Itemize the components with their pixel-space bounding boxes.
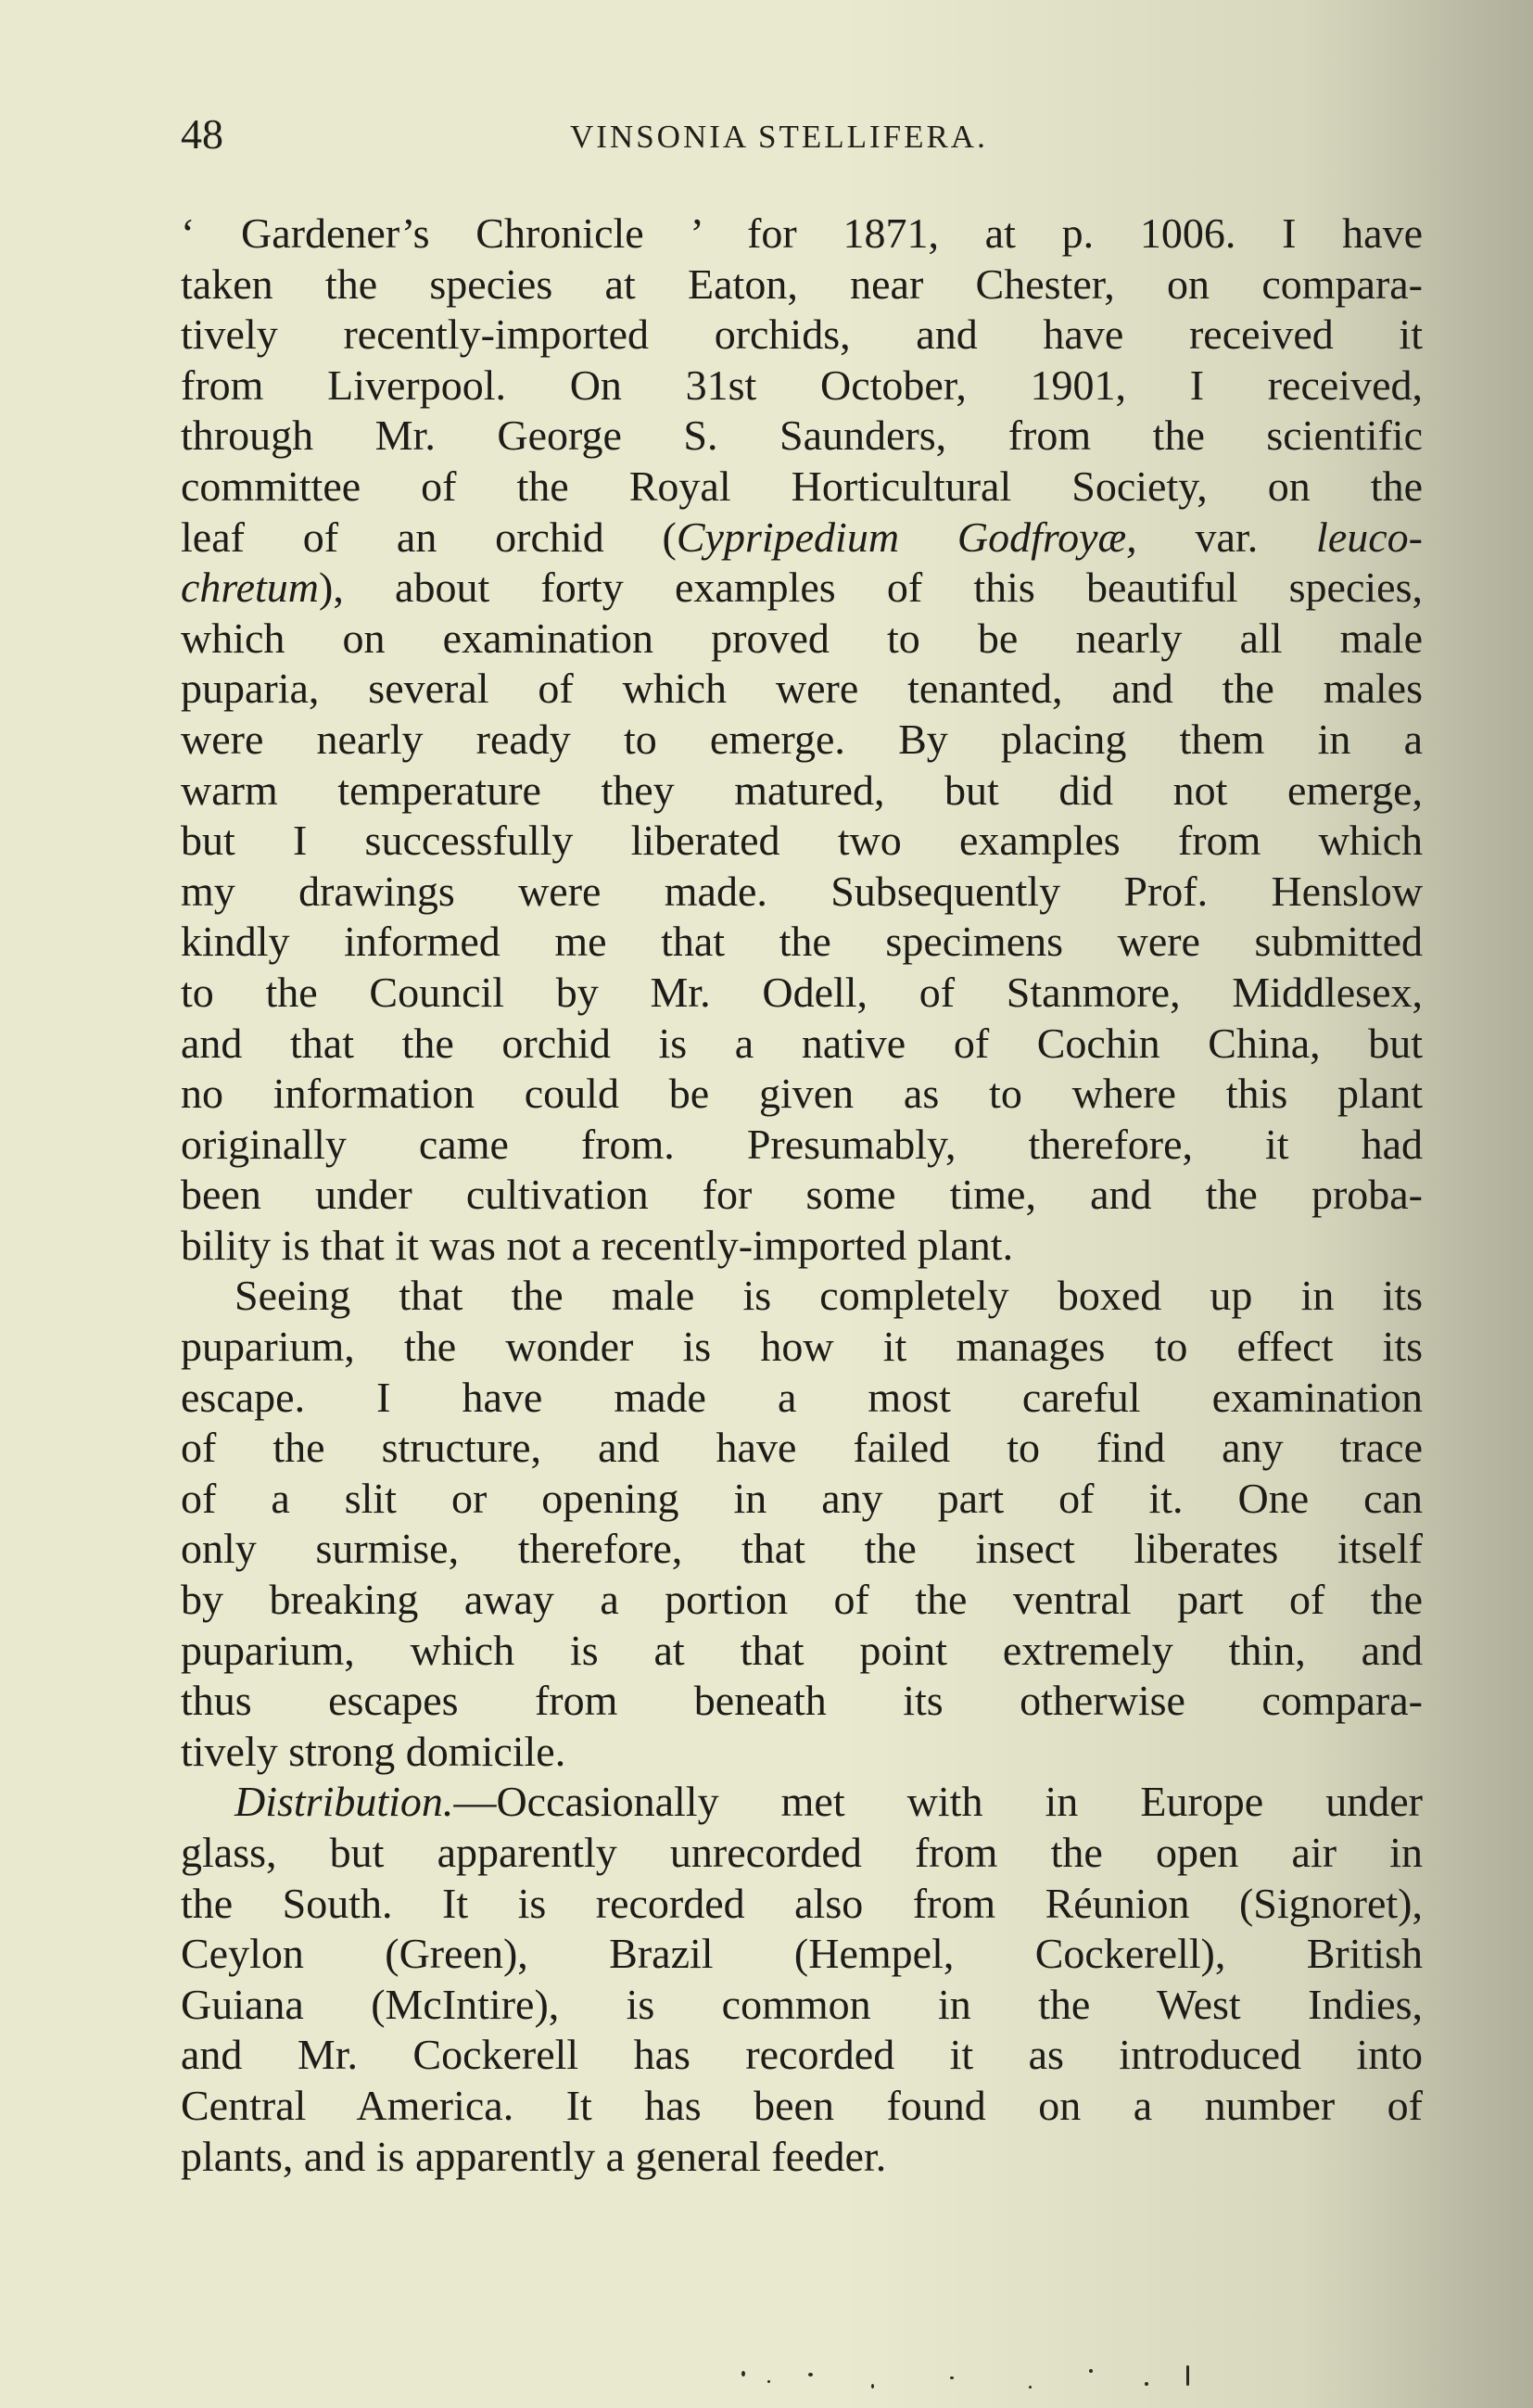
- text-line: [181, 1879, 1423, 1930]
- paragraph: [181, 209, 1423, 1271]
- text-segment: puparium, which is at that point extremely thin, and: [181, 1626, 1423, 1674]
- ink-speck: [741, 2371, 745, 2376]
- text-segment: warm temperature they matured, but did not emerge,: [181, 766, 1423, 814]
- ink-speck: [808, 2373, 813, 2376]
- text-line: [181, 614, 1423, 665]
- text-segment: the South. It is recorded also from Réunion (Signoret),: [181, 1879, 1423, 1927]
- text-segment: been under cultivation for some time, and the proba-: [181, 1171, 1423, 1219]
- text-segment: no information could be given as to where this plant: [181, 1070, 1423, 1118]
- text-segment: plants, and is apparently a general feeder.: [181, 2132, 887, 2180]
- ink-speck: [871, 2384, 874, 2389]
- text-line: [181, 1322, 1423, 1373]
- text-line: [181, 260, 1423, 311]
- text-segment: Seeing that the male is completely boxed up in its: [234, 1272, 1423, 1320]
- text-line: [181, 1575, 1423, 1626]
- text-segment: —Occasionally met with in Europe under: [453, 1778, 1423, 1826]
- text-line: [181, 1423, 1423, 1474]
- body-text: [181, 209, 1423, 2182]
- text-segment: Ceylon (Green), Brazil (Hempel, Cockerell), British: [181, 1930, 1423, 1978]
- italic-segment: Distribution.: [234, 1778, 454, 1826]
- page-specks: [723, 2364, 1205, 2401]
- text-segment: puparium, the wonder is how it manages to effect its: [181, 1323, 1423, 1371]
- text-line: [181, 766, 1423, 817]
- running-title: VINSONIA STELLIFERA.: [570, 119, 988, 155]
- italic-segment: chretum: [181, 564, 320, 612]
- text-segment: thus escapes from beneath its otherwise compara-: [181, 1677, 1423, 1725]
- italic-segment: Cypripedium Godfroyæ,: [676, 513, 1137, 561]
- text-line: [181, 310, 1423, 361]
- text-line: [181, 917, 1423, 968]
- text-segment: and that the orchid is a native of Cochin China, but: [181, 1019, 1423, 1067]
- text-segment: ‘ Gardener’s Chronicle ’ for 1871, at p. 1006. I have: [181, 209, 1423, 257]
- text-line: [181, 1019, 1423, 1070]
- text-segment: through Mr. George S. Saunders, from the scientific: [181, 412, 1423, 460]
- paragraph: [181, 1777, 1423, 2182]
- text-line: [181, 1727, 1423, 1778]
- text-line: [181, 209, 1423, 260]
- text-line: [181, 867, 1423, 918]
- text-line: [181, 1929, 1423, 1980]
- text-segment: bility is that it was not a recently-imported plant.: [181, 1221, 1014, 1269]
- ink-speck: [950, 2376, 954, 2379]
- text-segment: puparia, several of which were tenanted, and the males: [181, 665, 1423, 713]
- text-line: [181, 1828, 1423, 1879]
- text-segment: tively strong domicile.: [181, 1727, 566, 1775]
- text-line: [181, 1676, 1423, 1727]
- text-segment: tively recently-imported orchids, and have received it: [181, 311, 1423, 359]
- ink-speck: [1186, 2365, 1189, 2386]
- text-line: [181, 1777, 1423, 1828]
- text-line: [181, 664, 1423, 715]
- text-line: [181, 1373, 1423, 1424]
- text-segment: Central America. It has been found on a number of: [181, 2081, 1423, 2129]
- paragraph: [181, 1271, 1423, 1777]
- text-line: [181, 715, 1423, 766]
- text-line: [181, 1170, 1423, 1221]
- text-line: [181, 2081, 1423, 2132]
- text-segment: committee of the Royal Horticultural Society, on the: [181, 462, 1423, 510]
- text-segment: which on examination proved to be nearly all male: [181, 614, 1423, 662]
- text-line: [181, 968, 1423, 1019]
- text-segment: and Mr. Cockerell has recorded it as introduced into: [181, 2031, 1423, 2079]
- text-segment: only surmise, therefore, that the insect liberates itself: [181, 1525, 1423, 1573]
- text-segment: taken the species at Eaton, near Chester, on compara-: [181, 260, 1423, 308]
- text-line: [181, 1524, 1423, 1575]
- text-line: [181, 361, 1423, 412]
- text-segment: escape. I have made a most careful examination: [181, 1373, 1423, 1421]
- text-segment: leaf of an orchid (: [181, 513, 677, 561]
- text-segment: of the structure, and have failed to find any trace: [181, 1424, 1423, 1472]
- text-segment: glass, but apparently unrecorded from the open air in: [181, 1829, 1423, 1876]
- text-line: [181, 513, 1423, 564]
- text-segment: kindly informed me that the specimens were submitted: [181, 918, 1423, 966]
- text-line: [181, 563, 1423, 614]
- ink-speck: [1029, 2386, 1032, 2389]
- text-line: [181, 1626, 1423, 1677]
- page-number: 48: [181, 110, 223, 158]
- text-segment: but I successfully liberated two examples from which: [181, 817, 1423, 865]
- ink-speck: [1145, 2382, 1148, 2386]
- text-line: [181, 1221, 1423, 1272]
- ink-speck: [1089, 2369, 1093, 2373]
- text-line: [181, 2132, 1423, 2183]
- text-line: [181, 1271, 1423, 1322]
- text-line: [181, 1474, 1423, 1525]
- text-line: [181, 816, 1423, 867]
- text-segment: from Liverpool. On 31st October, 1901, I received,: [181, 361, 1423, 409]
- text-line: [181, 411, 1423, 462]
- text-segment: Guiana (McIntire), is common in the West Indies,: [181, 1980, 1423, 2028]
- text-segment: by breaking away a portion of the ventral part of the: [181, 1576, 1423, 1624]
- text-segment: my drawings were made. Subsequently Prof. Henslow: [181, 867, 1423, 915]
- text-line: [181, 462, 1423, 513]
- text-line: [181, 1069, 1423, 1120]
- italic-segment: leuco-: [1316, 513, 1423, 561]
- text-segment: originally came from. Presumably, therefore, it had: [181, 1120, 1423, 1168]
- text-segment: ), about forty examples of this beautiful species,: [319, 564, 1423, 612]
- text-segment: to the Council by Mr. Odell, of Stanmore, Middlesex,: [181, 968, 1423, 1016]
- text-segment: were nearly ready to emerge. By placing them in a: [181, 715, 1423, 763]
- text-segment: of a slit or opening in any part of it. One can: [181, 1474, 1423, 1522]
- text-segment: var.: [1136, 513, 1317, 561]
- text-line: [181, 2030, 1423, 2081]
- ink-speck: [767, 2380, 770, 2383]
- text-line: [181, 1980, 1423, 2031]
- page-header: [181, 109, 1423, 174]
- text-line: [181, 1120, 1423, 1171]
